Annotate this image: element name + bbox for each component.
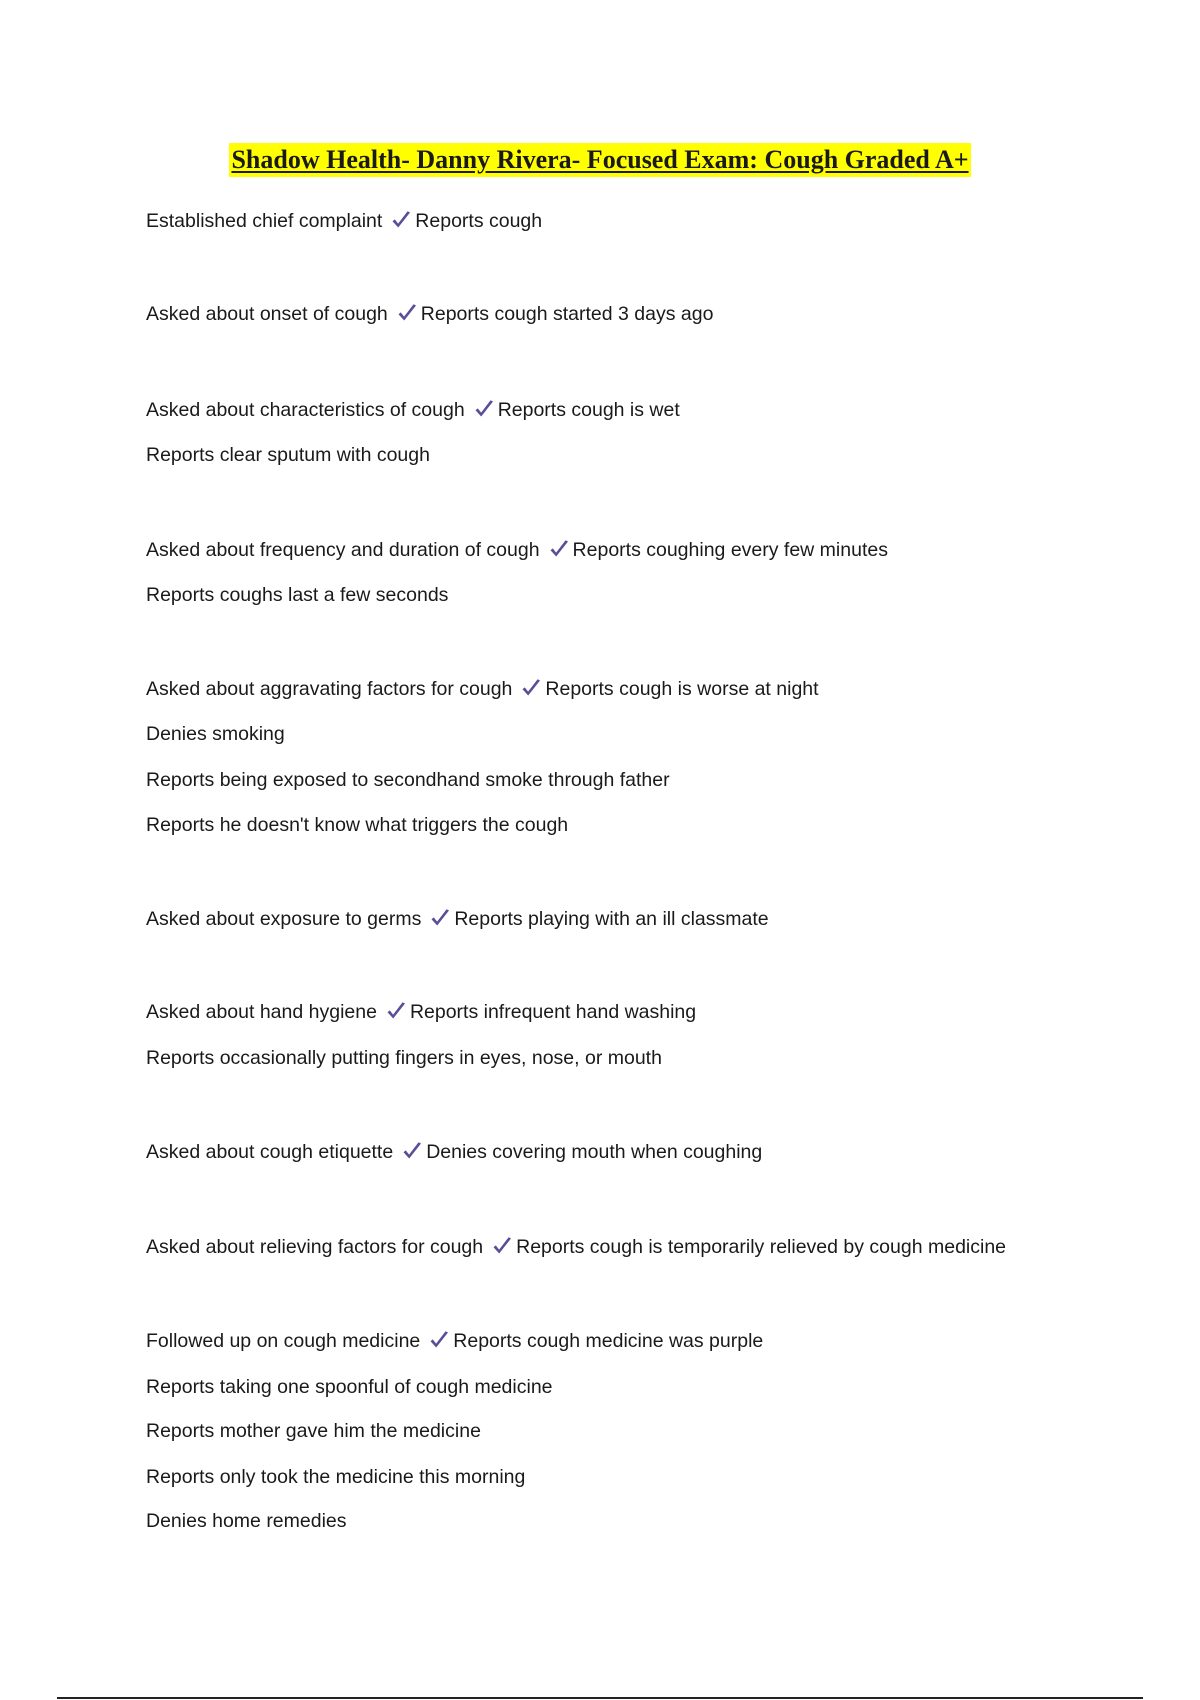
exam-item — [146, 906, 769, 932]
exam-item — [146, 397, 680, 423]
exam-item-finding: Reports cough is wet — [497, 399, 680, 421]
checkmark-icon — [385, 1000, 407, 1022]
finding-detail — [146, 1045, 662, 1071]
finding-detail — [146, 582, 448, 608]
checkmark-icon — [520, 677, 542, 699]
finding-text: Reports being exposed to secondhand smoke through father — [146, 769, 670, 791]
checkmark-icon — [548, 538, 570, 560]
exam-item-label: Asked about hand hygiene — [146, 1001, 377, 1023]
exam-item — [146, 1139, 762, 1165]
checkmark-icon — [473, 398, 495, 420]
exam-item-label: Established chief complaint — [146, 210, 383, 232]
page-bottom-rule — [57, 1697, 1143, 1699]
document-title: Shadow Health- Danny Rivera- Focused Exam: Cough Graded A+ — [229, 143, 970, 177]
exam-item-label: Asked about cough etiquette — [146, 1141, 394, 1163]
exam-item-label: Asked about aggravating factors for cough — [146, 678, 513, 700]
finding-text: Reports coughs last a few seconds — [146, 584, 449, 606]
finding-detail — [146, 1508, 347, 1534]
finding-text: Denies home remedies — [146, 1510, 347, 1532]
exam-item — [146, 999, 696, 1025]
finding-text: Denies smoking — [146, 723, 285, 745]
finding-text: Reports taking one spoonful of cough medicine — [146, 1376, 553, 1398]
finding-detail — [146, 812, 568, 838]
exam-item-label: Asked about frequency and duration of cough — [146, 539, 540, 561]
finding-detail — [146, 1374, 553, 1400]
checkmark-icon — [401, 1140, 423, 1162]
exam-item — [146, 537, 888, 563]
exam-item-label: Asked about characteristics of cough — [146, 399, 465, 421]
exam-item — [146, 1328, 763, 1354]
exam-item-finding: Reports playing with an ill classmate — [454, 908, 769, 930]
exam-item — [146, 1234, 1006, 1260]
exam-item-finding: Reports cough medicine was purple — [453, 1330, 764, 1352]
finding-text: Reports mother gave him the medicine — [146, 1420, 481, 1442]
title-container — [0, 143, 1200, 177]
exam-item-finding: Reports infrequent hand washing — [409, 1001, 697, 1023]
exam-item — [146, 301, 713, 327]
checkmark-icon — [491, 1235, 513, 1257]
exam-item-label: Followed up on cough medicine — [146, 1330, 421, 1352]
exam-item-finding: Reports cough started 3 days ago — [420, 303, 714, 325]
exam-item — [146, 676, 819, 702]
exam-item-finding: Denies covering mouth when coughing — [426, 1141, 763, 1163]
checkmark-icon — [396, 302, 418, 324]
exam-item-finding: Reports cough is worse at night — [545, 678, 819, 700]
finding-text: Reports he doesn't know what triggers the cough — [146, 814, 569, 836]
checkmark-icon — [428, 1329, 450, 1351]
exam-item-finding: Reports cough is temporarily relieved by cough medicine — [516, 1236, 1007, 1258]
finding-detail — [146, 721, 285, 747]
finding-text: Reports clear sputum with cough — [146, 444, 430, 466]
exam-item-label: Asked about relieving factors for cough — [146, 1236, 484, 1258]
exam-item-label: Asked about onset of cough — [146, 303, 388, 325]
checkmark-icon — [429, 907, 451, 929]
exam-item-finding: Reports cough — [415, 210, 543, 232]
exam-item-finding: Reports coughing every few minutes — [572, 539, 888, 561]
finding-text: Reports occasionally putting fingers in eyes, nose, or mouth — [146, 1047, 662, 1069]
exam-item-label: Asked about exposure to germs — [146, 908, 422, 930]
finding-detail — [146, 1418, 481, 1444]
finding-detail — [146, 442, 430, 468]
checkmark-icon — [390, 209, 412, 231]
finding-detail — [146, 767, 670, 793]
exam-item — [146, 208, 542, 234]
finding-text: Reports only took the medicine this morning — [146, 1466, 526, 1488]
finding-detail — [146, 1464, 525, 1490]
